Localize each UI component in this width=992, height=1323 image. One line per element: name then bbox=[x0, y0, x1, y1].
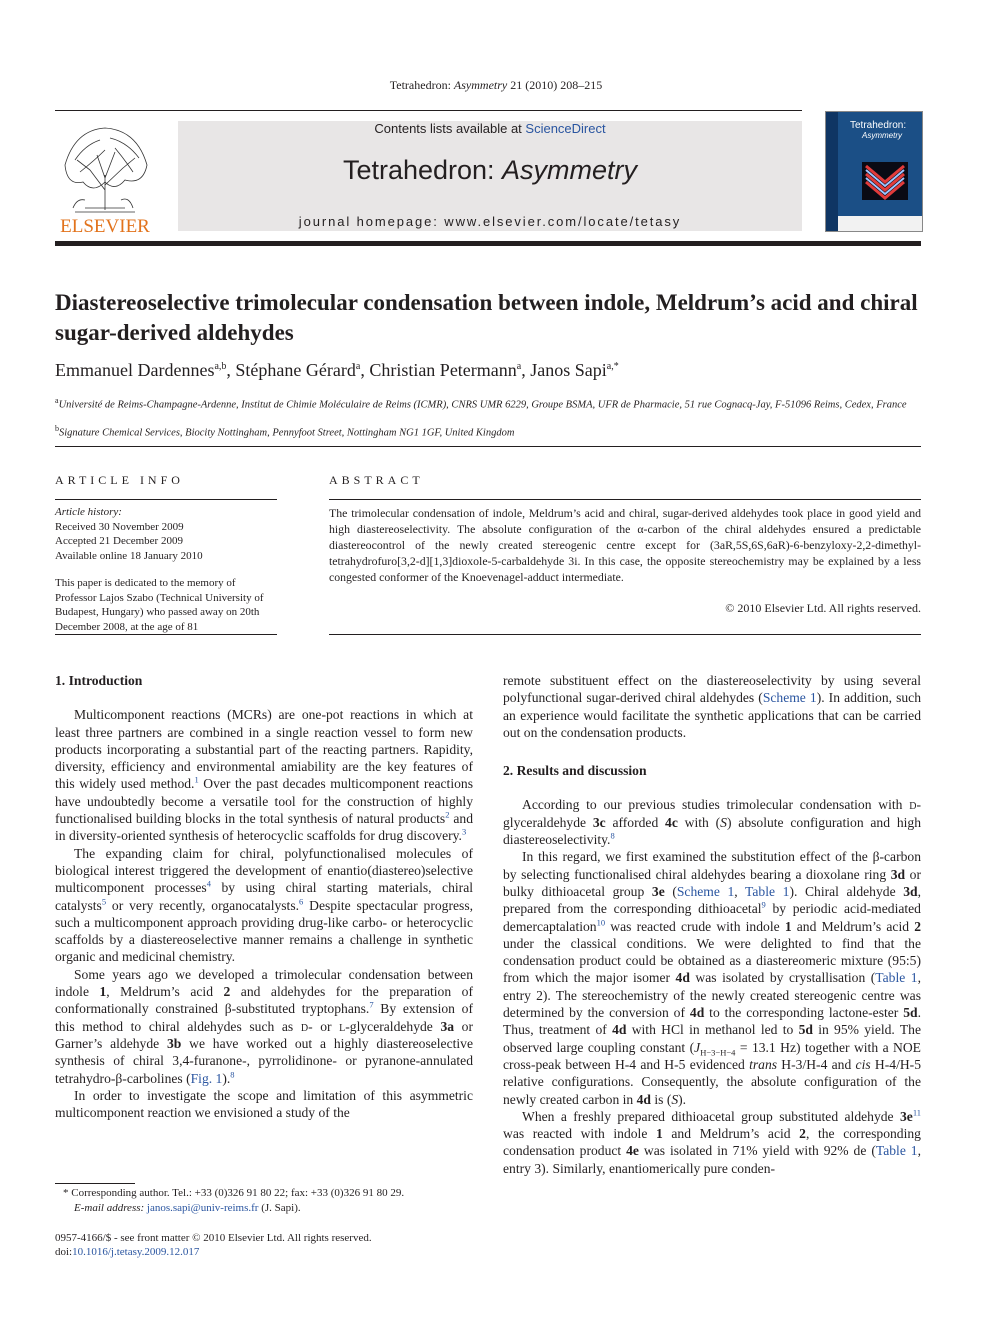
article-info-bottom-rule bbox=[55, 634, 277, 635]
section-heading: 2. Results and discussion bbox=[503, 763, 647, 779]
affiliation-b: $^b$Signature Chemical Services, Biocity Nottingham, Pennyfoot Street, Nottingham NG1 1GF, United Kingdom bbox=[55, 424, 515, 439]
paragraph: Some years ago we developed a trimolecular condensation between indole 1, Meldrum’s acid 2 and aldehydes for the preparation of conformationally constrained β-substituted tryptophans.$^7$ By extension of this method to chiral aldehydes such as d- or l-glyceraldehyde 3a or Garner’s aldehyde 3b we have worked out a highly diastereoselective synthesis of chiral 3,4-furanone-, pyrrolidinone- or pyranone-annulated tetrahydro-β-carbolines (Fig. 1).$^8$ bbox=[55, 966, 474, 1086]
section-heading: 1. Introduction bbox=[55, 673, 143, 688]
body-column-right bbox=[503, 672, 921, 1177]
footnote: * Corresponding author. Tel.: +33 (0)326 91 80 22; fax: +33 (0)326 91 80 29. E-mail address: janos.sapi@univ-reims.fr (J. Sapi). bbox=[63, 1187, 405, 1214]
ref-link[interactable]: 10 bbox=[596, 917, 606, 928]
page-footer: 0957-4166/$ - see front matter © 2010 Elsevier Ltd. All rights reserved. doi:10.1016/j.tetasy.2009.12.017 bbox=[55, 1232, 372, 1258]
elsevier-tree-icon bbox=[55, 120, 155, 235]
ref-link[interactable]: 8 bbox=[230, 1069, 235, 1079]
header-heavy-rule bbox=[55, 241, 921, 246]
ref-link[interactable]: 1 bbox=[194, 774, 199, 785]
affiliation-rule bbox=[55, 446, 921, 447]
table-link[interactable]: Table 1 bbox=[745, 883, 790, 899]
abstract-rule bbox=[329, 499, 921, 500]
table-link[interactable]: Table 1 bbox=[875, 1143, 918, 1159]
article-info-heading: ARTICLE INFO bbox=[55, 473, 184, 487]
ref-link[interactable]: 11 bbox=[912, 1107, 921, 1118]
ref-link[interactable]: 6 bbox=[299, 896, 304, 907]
ref-link[interactable]: 3 bbox=[461, 826, 467, 837]
ref-link[interactable]: 7 bbox=[369, 999, 374, 1010]
journal-homepage: journal homepage: www.elsevier.com/locate/tetasy bbox=[298, 214, 682, 229]
doi-link[interactable]: 10.1016/j.tetasy.2009.12.017 bbox=[72, 1246, 200, 1258]
paragraph: Multicomponent reactions (MCRs) are one-pot reactions in which at least three partners are combined in a single reaction vessel to form new products incorporating a substantial part of the reacting partners. Rapidity, diversity, efficiency and environmental amiability are the key features of this widely used method.$^1$ Over the past decades multicomponent reactions have undoubtedly become a versatile tool for the construction of highly functionalised building blocks in the total synthesis of natural products$^2$ and in diversity-oriented synthesis of heterocyclic scaffolds for drug discovery.$^3$ bbox=[55, 707, 473, 844]
author-name[interactable]: Emmanuel Dardennes bbox=[55, 360, 215, 380]
article-info-rule bbox=[55, 499, 277, 500]
paragraph: In this regard, we first examined the substitution effect of the β-carbon by selecting functionalised chiral aldehydes bearing a dioxolane ring 3d or bulky dithioacetal group 3e (Scheme 1, Table 1). Chiral aldehyde 3d, prepared from the corresponding dithioacetal$^9$ by periodic acid-mediated demercaptalation$^{10}$ was reacted crude with indole 1 and Meldrum’s acid 2 under the classical conditions. We were delighted to find that the condensation product could be obtained as a diastereomeric mixture (95:5) from which the major isomer 4d was isolated by crystallisation (Table 1, entry 2). The stereochemistry of the newly created stereogenic centre was determined by the conversion of 4d to the corresponding lactone-ester 5d. Thus, treatment of 4d with HCl in methanol led to 5d in 95% yield. The observed large coupling constant ($J_{H-3-H-4} = 13.1$ Hz) together with a NOE cross-peak between H-4 and H-5 evidenced trans H-3/H-4 and cis H-4/H-5 relative configurations. Consequently, the absolute configuration of the newly created carbon in 4d is (S). bbox=[503, 849, 922, 1107]
figure-link[interactable]: Fig. 1 bbox=[190, 1070, 223, 1086]
paragraph: In order to investigate the scope and limitation of this asymmetric multicomponent reaction we envisioned a study of the bbox=[55, 1087, 473, 1121]
paragraph: The expanding claim for chiral, polyfunctionalised molecules of biological interest triggered the development of enantio(diastereo)selective multicomponent processes$^4$ by using chiral starting materials, chiral catalysts$^5$ or very recently, organocatalysts.$^6$ Despite spectacular progress, such a multicomponent approach providing drug-like carbo- or heterocyclic scaffolds by a diastereoselective manner remains a challenge in synthetic organic and medicinal chemistry. bbox=[55, 845, 474, 965]
homepage-link[interactable]: www.elsevier.com/locate/tetasy bbox=[444, 214, 682, 229]
dedication: This paper is dedicated to the memory of Professor Lajos Szabo (Technical University of Budapest, Hungary) who passed away on 20th December 2008, at the age of 81 bbox=[55, 577, 264, 633]
cover-image bbox=[826, 112, 922, 231]
email-link[interactable]: janos.sapi@univ-reims.fr bbox=[146, 1201, 259, 1214]
sciencedirect-link[interactable]: ScienceDirect bbox=[525, 121, 606, 136]
abstract-heading: ABSTRACT bbox=[329, 473, 424, 487]
scheme-link[interactable]: Scheme 1 bbox=[676, 883, 735, 899]
ref-link[interactable]: 2 bbox=[445, 809, 450, 820]
abstract-text: The trimolecular condensation of indole, Meldrum’s acid and chiral, sugar-derived aldehydes took place in good yield and high diastereoselectivity. The absolute configuration of the α-carbon of the chiral aldehydes ensured a predictable diastereocontrol of the newly created stereogenic centre except for (3aR,5S,6S,6aR)-6-benzyloxy-2,2-dimethyl-tetrahydrofuro[3,2-d][1,3]dioxole-5-carbaldehyde 3i. In this case, the opposite stereochemistry may be explained by a less congested conformer of the Knoevenagel-adduct intermediate. bbox=[329, 506, 921, 584]
journal-citation: Tetrahedron: Asymmetry 21 (2010) 208–215 bbox=[389, 78, 603, 92]
ref-link[interactable]: 5 bbox=[101, 896, 107, 907]
author-name[interactable]: Christian Petermann bbox=[369, 360, 517, 380]
author-name[interactable]: Stéphane Gérard bbox=[235, 360, 356, 380]
article-info-block: Article history: Received 30 November 2009 Accepted 21 December 2009 Available online 18 January 2010 This paper is dedicated to the memory of Professor Lajos Szabo (Technical University of Budapest, Hungary) who passed away on 20th December 2008, at the age of 81 bbox=[55, 505, 277, 634]
journal-title: Tetrahedron: Asymmetry bbox=[342, 155, 638, 185]
affiliation-a: $^a$Université de Reims-Champagne-Ardenne, Institut de Chimie Moléculaire de Reims (ICMR), CNRS UMR 6229, Groupe BSMA, UFR de Pharmacie, 51 rue Cognacq-Jay, F-51096 Reims, Cedex, France bbox=[55, 396, 907, 411]
author-name[interactable]: Janos Sapi bbox=[530, 360, 607, 380]
contents-line: Contents lists available at ScienceDirect bbox=[374, 121, 606, 136]
footnote-rule bbox=[55, 1183, 135, 1184]
paragraph: According to our previous studies trimolecular condensation with d-glyceraldehyde 3c afforded 4c with (S) absolute configuration and high diastereoselectivity.$^8$ bbox=[503, 797, 921, 848]
cover-subtitle: Asymmetry bbox=[862, 131, 902, 140]
body-column-left bbox=[55, 672, 473, 1121]
paragraph: remote substituent effect on the diastereoselectivity by using several polyfunctional sugar-derived chiral aldehydes (Scheme 1). In addition, such an experience would facilitate the synthetic applications that can be carried out on the condensation products. bbox=[503, 673, 921, 740]
scheme-link[interactable]: Scheme 1 bbox=[762, 690, 817, 706]
abstract-bottom-rule bbox=[329, 634, 921, 635]
ref-link[interactable]: 4 bbox=[206, 878, 211, 889]
article-title: Diastereoselective trimolecular condensation between indole, Meldrum’s acid and chiral sugar-derived aldehydes bbox=[55, 290, 918, 345]
header-top-rule bbox=[55, 110, 802, 111]
ref-link[interactable]: 8 bbox=[610, 830, 615, 841]
elsevier-wordmark: ELSEVIER bbox=[60, 216, 150, 235]
table-link[interactable]: Table 1 bbox=[875, 970, 918, 986]
paragraph: When a freshly prepared dithioacetal group substituted aldehyde $3e^{11}$ was reacted with indole 1 and Meldrum’s acid 2, the corresponding condensation product 4e was isolated in 71% yield with 92% de (Table 1, entry 3). Similarly, enantiomerically pure conden- bbox=[503, 1107, 921, 1176]
author-list: Emmanuel Dardennes$^{a,b}$, Stéphane Gérard$^a$, Christian Petermann$^a$, Janos Sapi$^{a,*}$ bbox=[55, 360, 619, 380]
ref-link[interactable]: 9 bbox=[761, 899, 766, 910]
abstract-copyright: © 2010 Elsevier Ltd. All rights reserved. bbox=[725, 601, 921, 615]
elsevier-logo bbox=[55, 120, 155, 235]
cover-title: Tetrahedron: bbox=[850, 120, 907, 131]
journal-cover bbox=[825, 111, 923, 232]
